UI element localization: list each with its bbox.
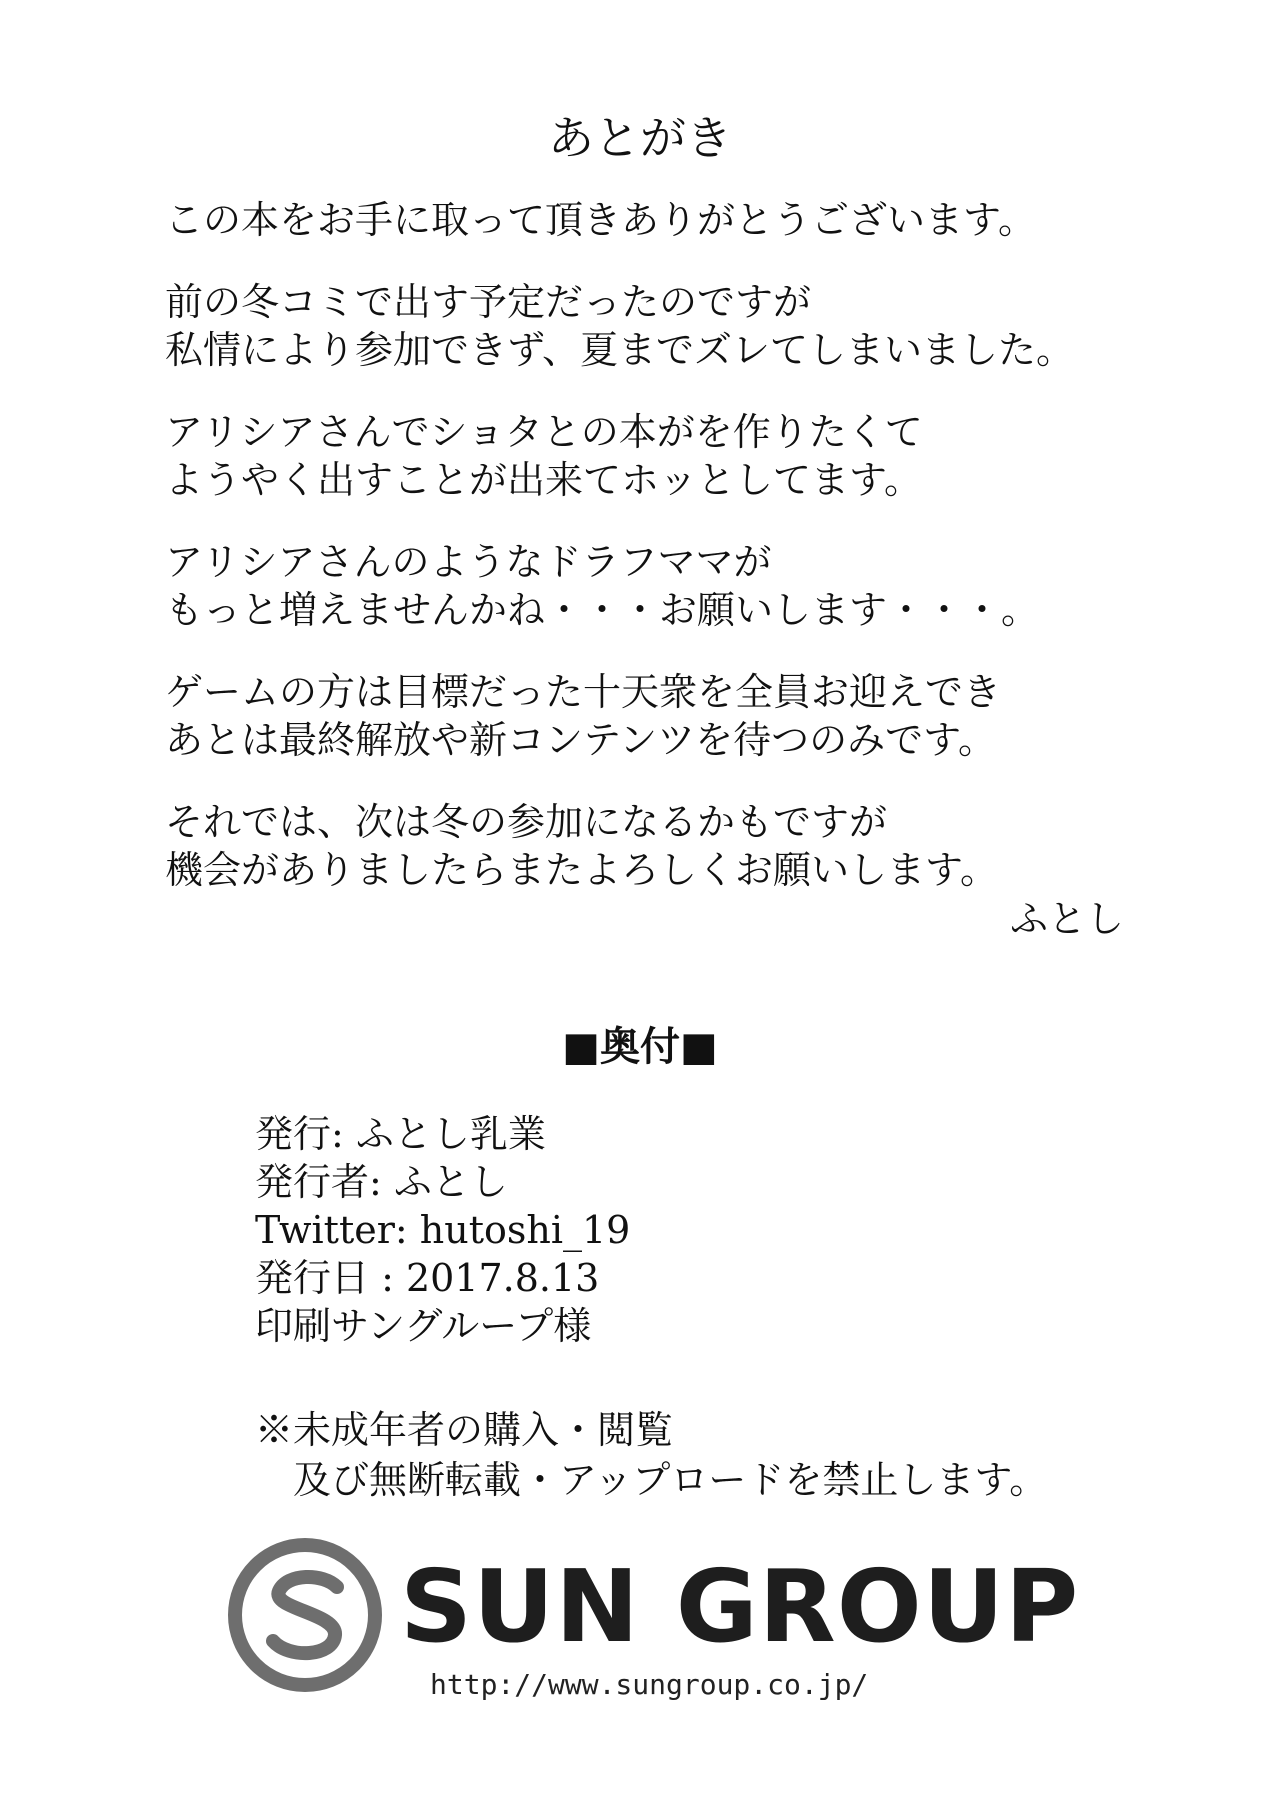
afterword-line: あとは最終解放や新コンテンツを待つのみです。 <box>165 718 997 762</box>
afterword-paragraph <box>165 196 1125 244</box>
sun-group-wordmark: SUN GROUP <box>400 1548 1080 1665</box>
colophon-title: ■奥付■ <box>562 1023 718 1070</box>
colophon-publisher: 発行: ふとし乳業 <box>255 1112 546 1156</box>
afterword-paragraph <box>165 798 1125 894</box>
afterword-line: それでは、次は冬の参加になるかもですが <box>165 800 888 844</box>
colophon-date: 発行日 : 2017.8.13 <box>255 1256 600 1300</box>
afterword-line: ゲームの方は目標だった十天衆を全員お迎えでき <box>165 670 1002 714</box>
author-signature: ふとし <box>1010 897 1125 941</box>
afterword-title: あとがき <box>548 111 732 165</box>
afterword-line: 前の冬コミで出す予定だったのですが <box>165 280 812 324</box>
colophon-twitter: Twitter: hutoshi_19 <box>255 1208 631 1252</box>
afterword-line: 私情により参加できず、夏までズレてしまいました。 <box>165 328 1074 372</box>
afterword-paragraph <box>165 668 1125 764</box>
afterword-line: アリシアさんでショタとの本がを作りたくて <box>165 410 923 454</box>
notice-line: 及び無断転載・アップロードを禁止します。 <box>255 1458 1048 1502</box>
notice-line: ※未成年者の購入・閲覧 <box>255 1408 674 1452</box>
colophon-author: 発行者: ふとし <box>255 1160 508 1204</box>
afterword-line: この本をお手に取って頂きありがとうございます。 <box>165 198 1036 242</box>
afterword-line: 機会がありましたらまたよろしくお願いします。 <box>165 848 998 892</box>
afterword-paragraph <box>165 538 1125 634</box>
afterword-line: もっと増えませんかね・・・お願いします・・・。 <box>165 588 1040 632</box>
sun-group-logo-icon <box>225 1535 385 1695</box>
afterword-line: ようやく出すことが出来てホッとしてます。 <box>165 458 922 502</box>
colophon-details <box>255 1110 1155 1350</box>
colophon-printer: 印刷サングループ様 <box>255 1304 592 1348</box>
sun-group-url: http://www.sungroup.co.jp/ <box>430 1668 869 1701</box>
afterword-line: アリシアさんのようなドラフママが <box>165 540 772 584</box>
restriction-notice <box>255 1405 1155 1505</box>
afterword-body <box>165 196 1125 928</box>
afterword-paragraph <box>165 278 1125 374</box>
afterword-paragraph <box>165 408 1125 504</box>
